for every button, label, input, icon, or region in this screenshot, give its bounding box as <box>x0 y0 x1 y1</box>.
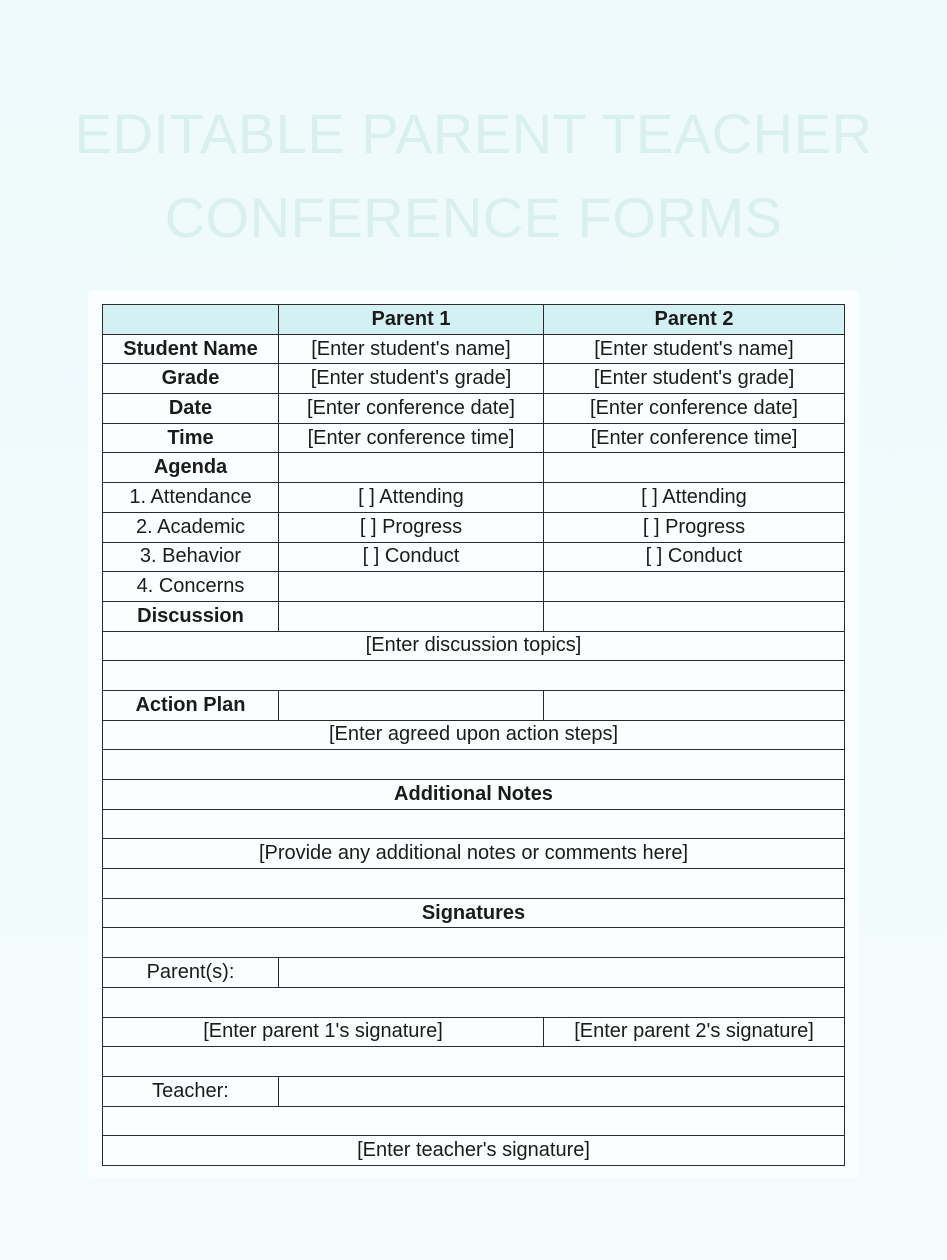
additional-notes-row <box>103 839 845 869</box>
student-name-row <box>103 334 845 364</box>
title-line-2: CONFERENCE FORMS <box>164 186 783 249</box>
agenda-item-parent-1-field[interactable] <box>279 572 544 602</box>
agenda-item-row <box>103 483 845 513</box>
time-row <box>103 423 845 453</box>
additional-notes-field[interactable]: [Provide any additional notes or comments here] <box>103 839 845 869</box>
teacher-signature-cell[interactable] <box>279 1076 845 1106</box>
action-plan-label: Action Plan <box>103 690 279 720</box>
agenda-item-label: 3. Behavior <box>103 542 279 572</box>
parents-signature-cell[interactable] <box>279 958 845 988</box>
teacher-signature-row <box>103 1136 845 1166</box>
agenda-item-parent-2-field[interactable] <box>544 572 845 602</box>
agenda-item-parent-2-checkbox[interactable]: [ ] Progress <box>544 512 845 542</box>
signatures-heading: Signatures <box>103 898 845 928</box>
agenda-item-parent-2-checkbox[interactable]: [ ] Attending <box>544 483 845 513</box>
agenda-item-label: 2. Academic <box>103 512 279 542</box>
header-parent-1: Parent 1 <box>279 305 544 335</box>
action-steps-field[interactable]: [Enter agreed upon action steps] <box>103 720 845 750</box>
additional-notes-heading: Additional Notes <box>103 780 845 810</box>
teacher-signature-field[interactable]: [Enter teacher's signature] <box>103 1136 845 1166</box>
signatures-heading-row <box>103 898 845 928</box>
discussion-row <box>103 601 845 631</box>
blank-row <box>103 809 845 839</box>
discussion-topics-row <box>103 631 845 661</box>
blank-row <box>103 750 845 780</box>
blank-cell[interactable] <box>103 1106 845 1136</box>
agenda-row <box>103 453 845 483</box>
title-line-1: EDITABLE PARENT TEACHER <box>74 102 873 165</box>
blank-cell[interactable] <box>103 987 845 1017</box>
parent-signatures-row <box>103 1017 845 1047</box>
blank-row <box>103 928 845 958</box>
date-parent-2-field[interactable]: [Enter conference date] <box>544 394 845 424</box>
action-plan-parent-1-cell[interactable] <box>279 690 544 720</box>
grade-row <box>103 364 845 394</box>
date-label: Date <box>103 394 279 424</box>
blank-row <box>103 987 845 1017</box>
date-row <box>103 394 845 424</box>
agenda-item-row <box>103 572 845 602</box>
action-plan-row <box>103 690 845 720</box>
agenda-item-parent-1-checkbox[interactable]: [ ] Attending <box>279 483 544 513</box>
agenda-item-row <box>103 542 845 572</box>
blank-cell[interactable] <box>103 661 845 691</box>
conference-form-table <box>102 304 845 1166</box>
blank-row <box>103 1106 845 1136</box>
agenda-item-row <box>103 512 845 542</box>
header-row <box>103 305 845 335</box>
parents-label: Parent(s): <box>103 958 279 988</box>
grade-parent-1-field[interactable]: [Enter student's grade] <box>279 364 544 394</box>
agenda-label: Agenda <box>103 453 279 483</box>
parent-1-signature-field[interactable]: [Enter parent 1's signature] <box>103 1017 544 1047</box>
agenda-parent-1-cell[interactable] <box>279 453 544 483</box>
teacher-signature-label-row <box>103 1076 845 1106</box>
discussion-parent-1-cell[interactable] <box>279 601 544 631</box>
discussion-label: Discussion <box>103 601 279 631</box>
blank-row <box>103 661 845 691</box>
blank-row <box>103 869 845 899</box>
header-parent-2: Parent 2 <box>544 305 845 335</box>
additional-notes-heading-row <box>103 780 845 810</box>
student-name-label: Student Name <box>103 334 279 364</box>
agenda-item-parent-2-checkbox[interactable]: [ ] Conduct <box>544 542 845 572</box>
grade-parent-2-field[interactable]: [Enter student's grade] <box>544 364 845 394</box>
date-parent-1-field[interactable]: [Enter conference date] <box>279 394 544 424</box>
header-blank-cell <box>103 305 279 335</box>
grade-label: Grade <box>103 364 279 394</box>
blank-cell[interactable] <box>103 750 845 780</box>
blank-cell[interactable] <box>103 869 845 899</box>
agenda-parent-2-cell[interactable] <box>544 453 845 483</box>
student-name-parent-2-field[interactable]: [Enter student's name] <box>544 334 845 364</box>
student-name-parent-1-field[interactable]: [Enter student's name] <box>279 334 544 364</box>
action-plan-parent-2-cell[interactable] <box>544 690 845 720</box>
agenda-item-parent-1-checkbox[interactable]: [ ] Progress <box>279 512 544 542</box>
discussion-topics-field[interactable]: [Enter discussion topics] <box>103 631 845 661</box>
page-title <box>0 92 947 260</box>
time-label: Time <box>103 423 279 453</box>
blank-cell[interactable] <box>103 809 845 839</box>
agenda-item-parent-1-checkbox[interactable]: [ ] Conduct <box>279 542 544 572</box>
agenda-item-label: 4. Concerns <box>103 572 279 602</box>
action-steps-row <box>103 720 845 750</box>
blank-cell[interactable] <box>103 1047 845 1077</box>
parents-signature-label-row <box>103 958 845 988</box>
agenda-item-label: 1. Attendance <box>103 483 279 513</box>
blank-cell[interactable] <box>103 928 845 958</box>
teacher-label: Teacher: <box>103 1076 279 1106</box>
parent-2-signature-field[interactable]: [Enter parent 2's signature] <box>544 1017 845 1047</box>
discussion-parent-2-cell[interactable] <box>544 601 845 631</box>
time-parent-1-field[interactable]: [Enter conference time] <box>279 423 544 453</box>
blank-row <box>103 1047 845 1077</box>
time-parent-2-field[interactable]: [Enter conference time] <box>544 423 845 453</box>
